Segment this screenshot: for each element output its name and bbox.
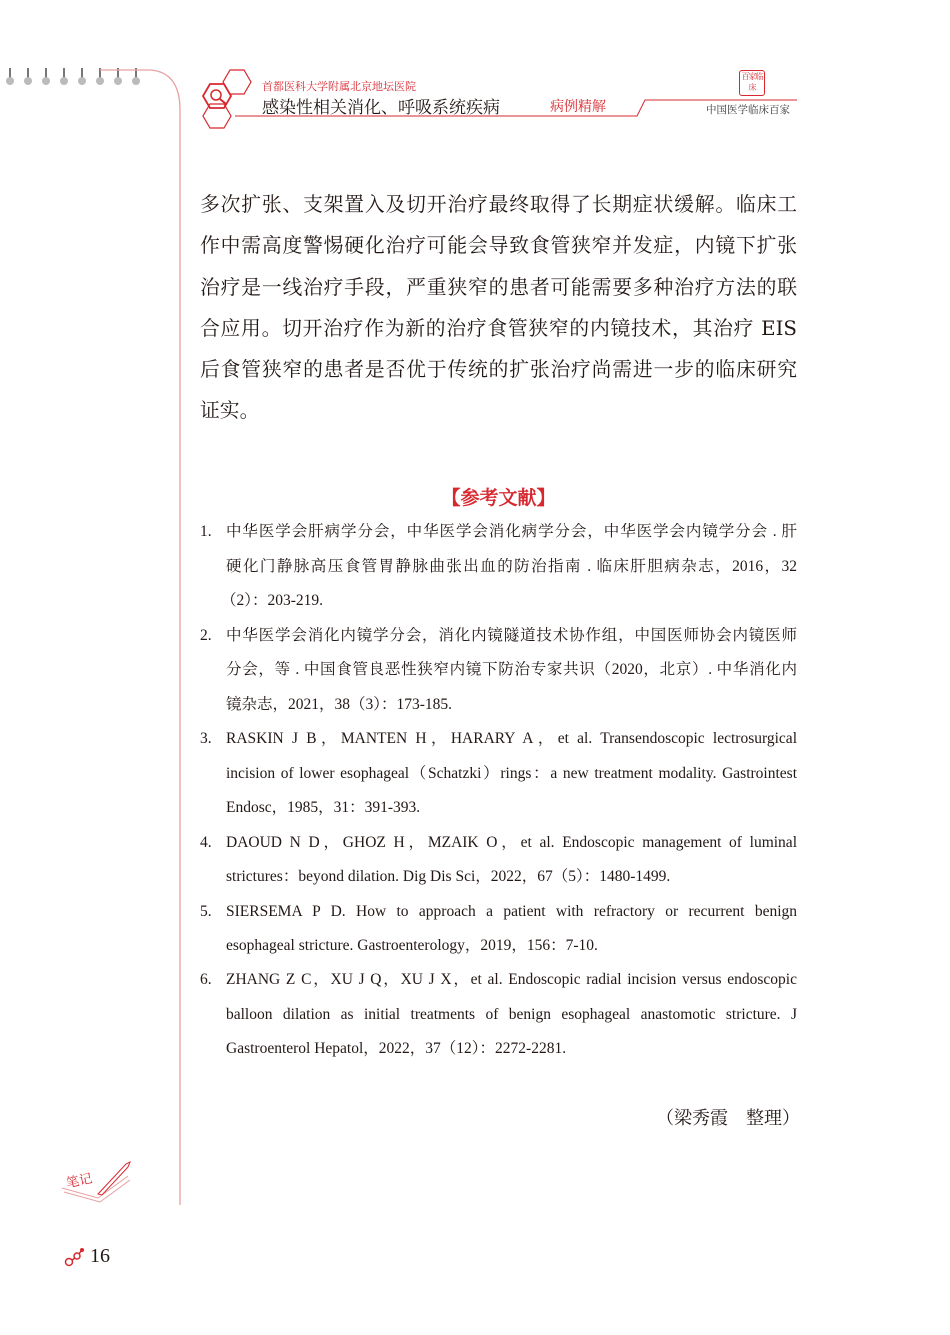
molecule-icon: [64, 1246, 86, 1268]
reference-number: 2.: [200, 627, 212, 644]
book-title: 感染性相关消化、呼吸系统疾病: [262, 98, 500, 118]
notes-label: 笔记: [65, 1171, 94, 1192]
reference-line: 硬化门静脉高压食管胃静脉曲张出血的防治指南 . 临床肝胆病杂志，2016，32: [226, 558, 797, 575]
reference-line: 分会，等 . 中国食管良恶性狭窄内镜下防治专家共识（2020，北京）. 中华消化内: [226, 661, 797, 678]
reference-line: 中华医学会消化内镜学分会，消化内镜隧道技术协作组，中国医师协会内镜医师: [226, 627, 797, 644]
paragraph-line: 合应用。切开治疗作为新的治疗食管狭窄的内镜技术，其治疗 EIS: [200, 317, 797, 340]
reference-line: 中华医学会肝病学分会，中华医学会消化病学分会，中华医学会内镜学分会 . 肝: [226, 523, 797, 540]
reference-line: esophageal stricture. Gastroenterology，2019，156：7-10.: [226, 937, 598, 954]
hospital-name: 首都医科大学附属北京地坛医院: [262, 80, 416, 93]
reference-line: Gastroenterol Hepatol，2022，37（12）：2272-2281.: [226, 1040, 567, 1057]
reference-line: 镜杂志，2021，38（3）：173-185.: [226, 696, 453, 713]
editor-signature: （梁秀霞 整理）: [656, 1108, 800, 1129]
paragraph-line: 作中需高度警惕硬化治疗可能会导致食管狭窄并发症，内镜下扩张: [200, 234, 797, 257]
reference-number: 5.: [200, 903, 212, 920]
publisher-series: 中国医学临床百家: [706, 104, 790, 116]
paragraph-line: 治疗是一线治疗手段，严重狭窄的患者可能需要多种治疗方法的联: [200, 276, 797, 299]
paragraph-line: 多次扩张、支架置入及切开治疗最终取得了长期症状缓解。临床工: [200, 193, 797, 216]
reference-line: SIERSEMA P D. How to approach a patient with refractory or recurrent benign: [226, 903, 797, 920]
reference-line: RASKIN J B，MANTEN H，HARARY A，et al. Transendoscopic lectrosurgical: [226, 730, 797, 747]
publisher-seal: 百家临床: [739, 70, 765, 96]
reference-line: incision of lower esophageal（Schatzki）rings：a new treatment modality. Gastrointest: [226, 765, 797, 782]
page-number: 16: [90, 1245, 110, 1267]
paragraph-line: 后食管狭窄的患者是否优于传统的扩张治疗尚需进一步的临床研究: [200, 358, 797, 381]
reference-line: ZHANG Z C，XU J Q，XU J X，et al. Endoscopic radial incision versus endoscopic: [226, 971, 797, 988]
reference-number: 1.: [200, 523, 212, 540]
reference-line: Endosc，1985，31：391-393.: [226, 799, 421, 816]
paragraph-line: 证实。: [200, 399, 260, 422]
references-title: 【参考文献】: [441, 487, 556, 509]
reference-number: 3.: [200, 730, 212, 747]
reference-line: strictures：beyond dilation. Dig Dis Sci，2022，67（5）：1480-1499.: [226, 868, 671, 885]
margin-line: [0, 0, 200, 1220]
reference-line: （2）：203-219.: [221, 592, 324, 609]
reference-line: DAOUD N D，GHOZ H，MZAIK O，et al. Endoscopic management of luminal: [226, 834, 797, 851]
series-tag: 病例精解: [550, 99, 606, 115]
reference-number: 6.: [200, 971, 212, 988]
reference-number: 4.: [200, 834, 212, 851]
reference-line: balloon dilation as initial treatments of benign esophageal anastomotic stricture. J: [226, 1006, 797, 1023]
